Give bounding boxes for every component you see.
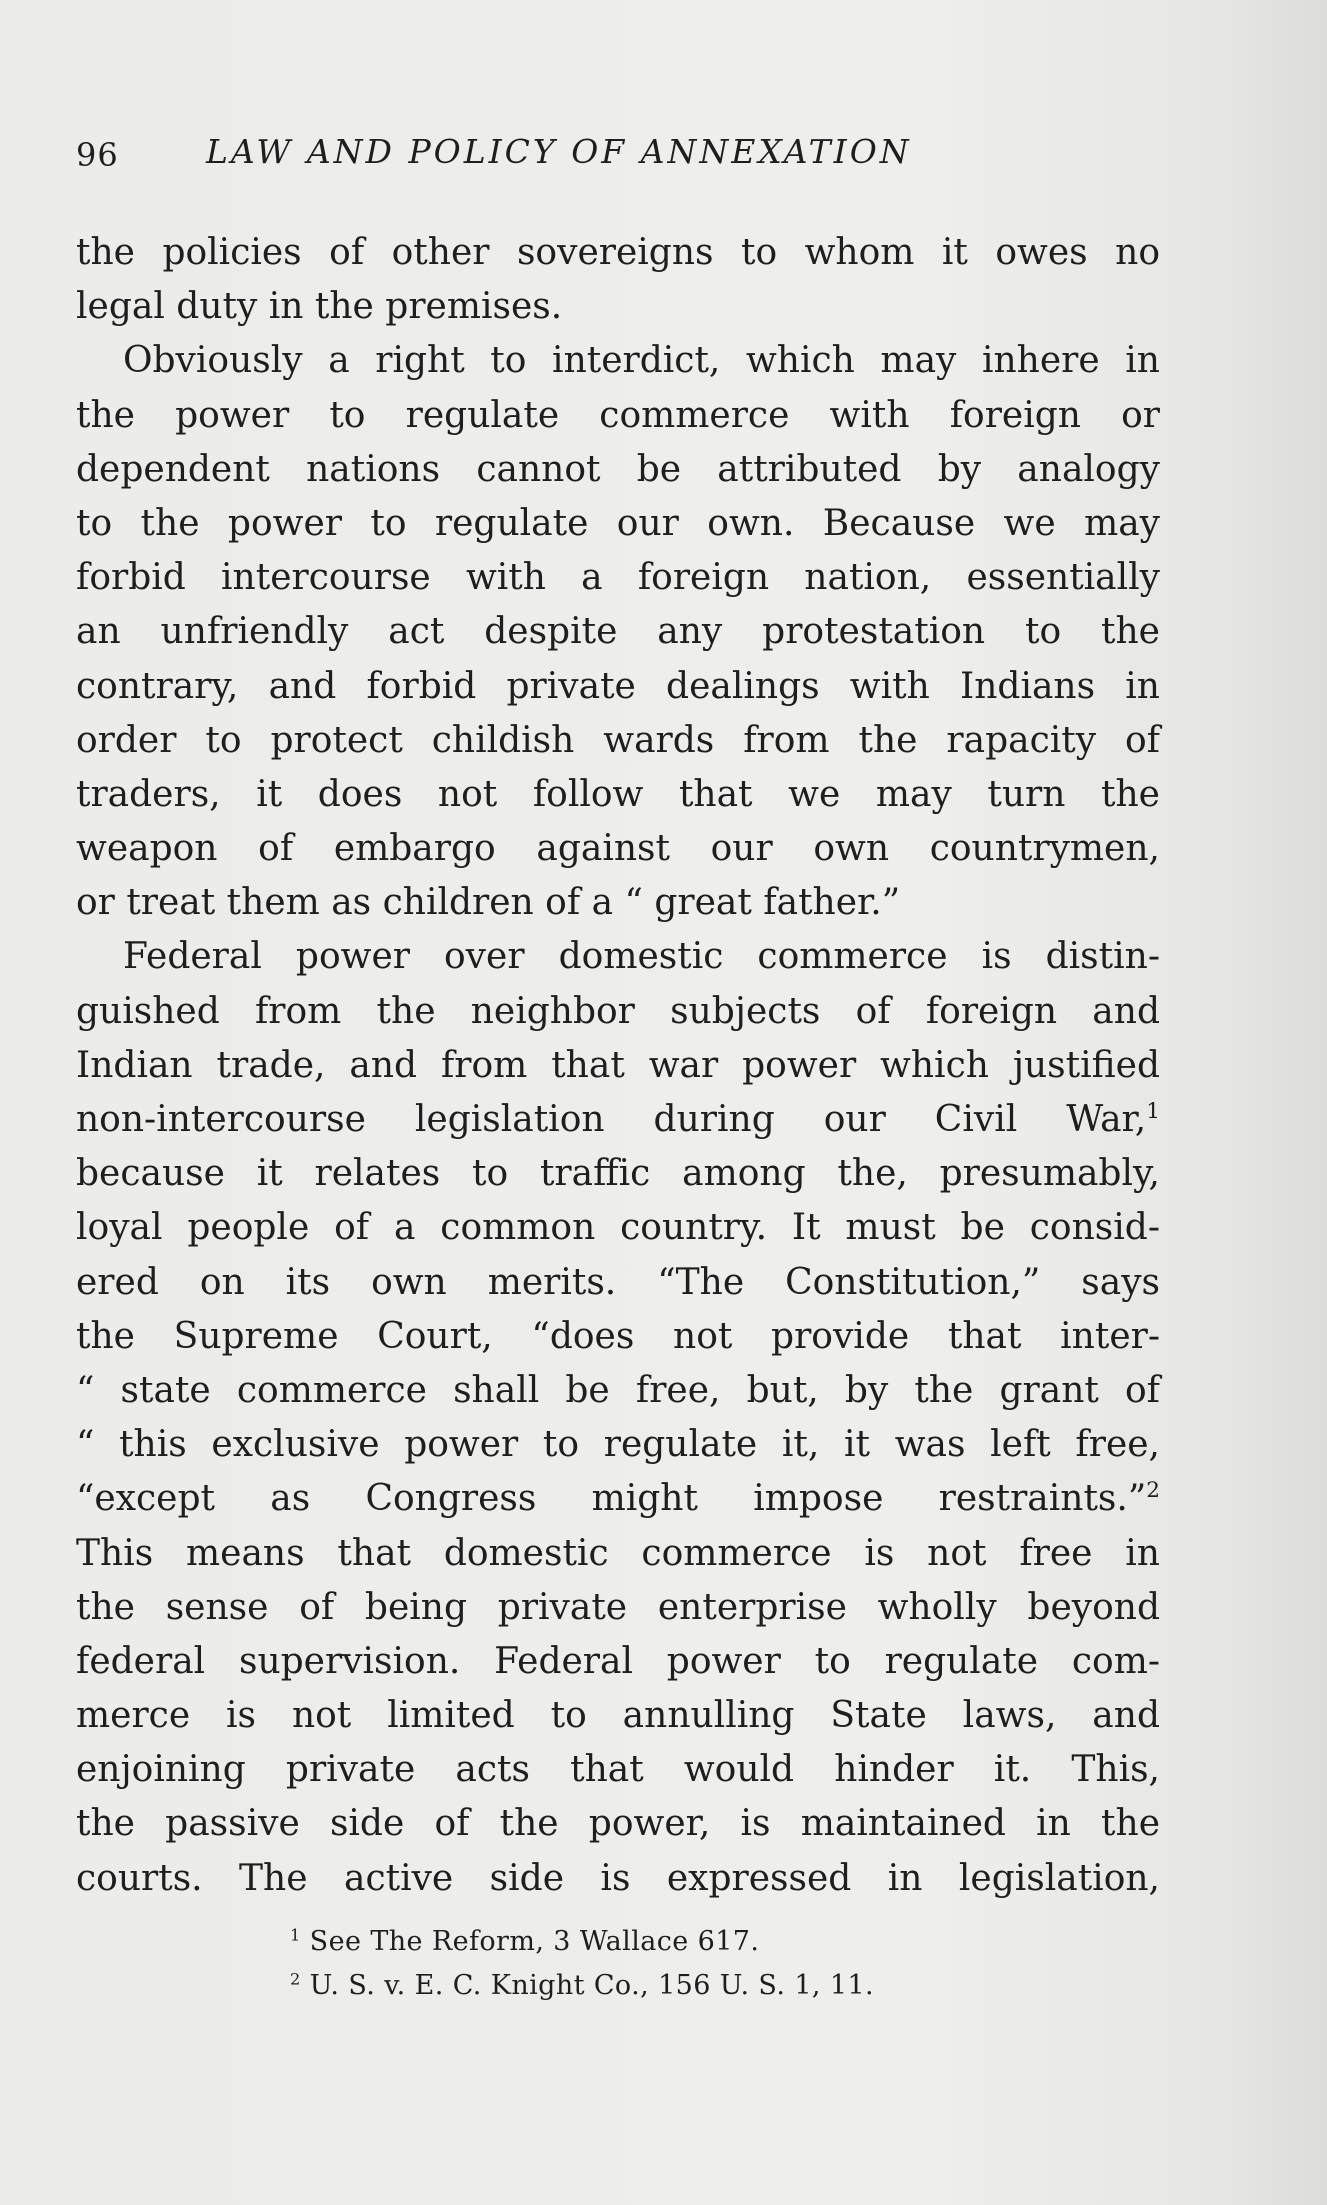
text-line-content: to the power to regulate our own. Because we may xyxy=(76,502,1160,544)
text-line-content: or treat them as children of a “ great father.” xyxy=(76,882,901,924)
text-line-content: the sense of being private enterprise wholly beyond xyxy=(76,1586,1160,1628)
text-line xyxy=(76,226,1160,280)
text-line xyxy=(76,280,1160,334)
body-text xyxy=(76,226,1160,1906)
page-number: 96 xyxy=(76,136,119,174)
text-line-content: merce is not limited to annulling State laws, and xyxy=(76,1695,1160,1737)
text-line-content: federal supervision. Federal power to regulate com- xyxy=(76,1640,1160,1682)
text-line xyxy=(76,1310,1160,1364)
text-line-content: dependent nations cannot be attributed by analogy xyxy=(76,448,1160,490)
text-line xyxy=(76,389,1160,443)
footnote-reference: 1 xyxy=(1146,1099,1160,1125)
text-line-content: guished from the neighbor subjects of foreign and xyxy=(76,990,1160,1032)
text-line xyxy=(76,1093,1160,1147)
text-line-content: the policies of other sovereigns to whom it owes no xyxy=(76,232,1160,273)
text-line-content: order to protect childish wards from the rapacity of xyxy=(76,719,1160,761)
text-line xyxy=(76,1147,1160,1201)
footnote xyxy=(290,1920,1090,1964)
text-line-content: courts. The active side is expressed in legislation, xyxy=(76,1857,1160,1899)
text-line-content: the power to regulate commerce with foreign or xyxy=(76,394,1160,436)
text-line xyxy=(76,1039,1160,1093)
text-line-content: ered on its own merits. “The Constitution,” says xyxy=(76,1261,1160,1303)
text-line xyxy=(76,1635,1160,1689)
text-line-content: because it relates to traffic among the, presumably, xyxy=(76,1153,1160,1195)
text-line-content: “ state commerce shall be free, but, by the grant of xyxy=(76,1369,1160,1411)
text-line-content: contrary, and forbid private dealings with Indians in xyxy=(76,665,1160,707)
footnote-text: See The Reform, 3 Wallace 617. xyxy=(300,1926,760,1957)
text-line xyxy=(76,1743,1160,1797)
footnote xyxy=(290,1964,1090,2008)
text-line-content: loyal people of a common country. It must be consid- xyxy=(76,1207,1160,1249)
text-line-content: the passive side of the power, is maintained in the xyxy=(76,1803,1160,1845)
text-line xyxy=(76,1418,1160,1472)
text-line xyxy=(76,822,1160,876)
text-line-content: traders, it does not follow that we may turn the xyxy=(76,773,1160,815)
text-line xyxy=(76,1689,1160,1743)
text-line-content: non-intercourse legislation during our Civil War, xyxy=(76,1099,1147,1140)
text-line xyxy=(76,1364,1160,1418)
page-header xyxy=(76,128,1176,178)
text-line xyxy=(76,1472,1160,1526)
text-line xyxy=(76,876,1160,930)
text-line-content: weapon of embargo against our own countrymen, xyxy=(76,828,1160,870)
text-line-content: forbid intercourse with a foreign nation, essentially xyxy=(76,557,1160,599)
footnotes xyxy=(290,1920,1090,2008)
text-line-content: “ this exclusive power to regulate it, it was left free, xyxy=(76,1424,1160,1466)
text-line xyxy=(76,443,1160,497)
text-line xyxy=(76,1581,1160,1635)
footnote-text: U. S. v. E. C. Knight Co., 156 U. S. 1, 11. xyxy=(300,1970,875,2001)
text-line-content: This means that domestic commerce is not free in xyxy=(76,1532,1160,1574)
text-line xyxy=(76,497,1160,551)
footnote-marker: 1 xyxy=(290,1925,301,1945)
text-line xyxy=(76,714,1160,768)
footnote-reference: 2 xyxy=(1146,1478,1160,1504)
text-line-content: “except as Congress might impose restraints.” xyxy=(76,1478,1147,1520)
text-line xyxy=(76,1256,1160,1310)
text-line xyxy=(76,660,1160,714)
text-line xyxy=(76,605,1160,659)
text-line-content: Obviously a right to interdict, which may inhere in xyxy=(123,340,1160,382)
text-line xyxy=(76,334,1160,388)
text-line-content: Indian trade, and from that war power which justified xyxy=(76,1044,1160,1086)
text-line xyxy=(76,930,1160,984)
text-line xyxy=(76,985,1160,1039)
footnote-marker: 2 xyxy=(290,1969,301,1989)
text-line-content: Federal power over domestic commerce is distin- xyxy=(123,936,1160,978)
text-line-content: the Supreme Court, “does not provide that inter- xyxy=(76,1315,1160,1357)
text-line-content: legal duty in the premises. xyxy=(76,286,563,328)
text-line xyxy=(76,1852,1160,1906)
text-line xyxy=(76,1527,1160,1581)
text-line-content: enjoining private acts that would hinder it. This, xyxy=(76,1749,1160,1791)
text-line-content: an unfriendly act despite any protestation to the xyxy=(76,611,1160,653)
text-line xyxy=(76,768,1160,822)
running-title: LAW AND POLICY OF ANNEXATION xyxy=(206,132,912,171)
text-line xyxy=(76,1201,1160,1255)
text-line xyxy=(76,1797,1160,1851)
text-line xyxy=(76,551,1160,605)
